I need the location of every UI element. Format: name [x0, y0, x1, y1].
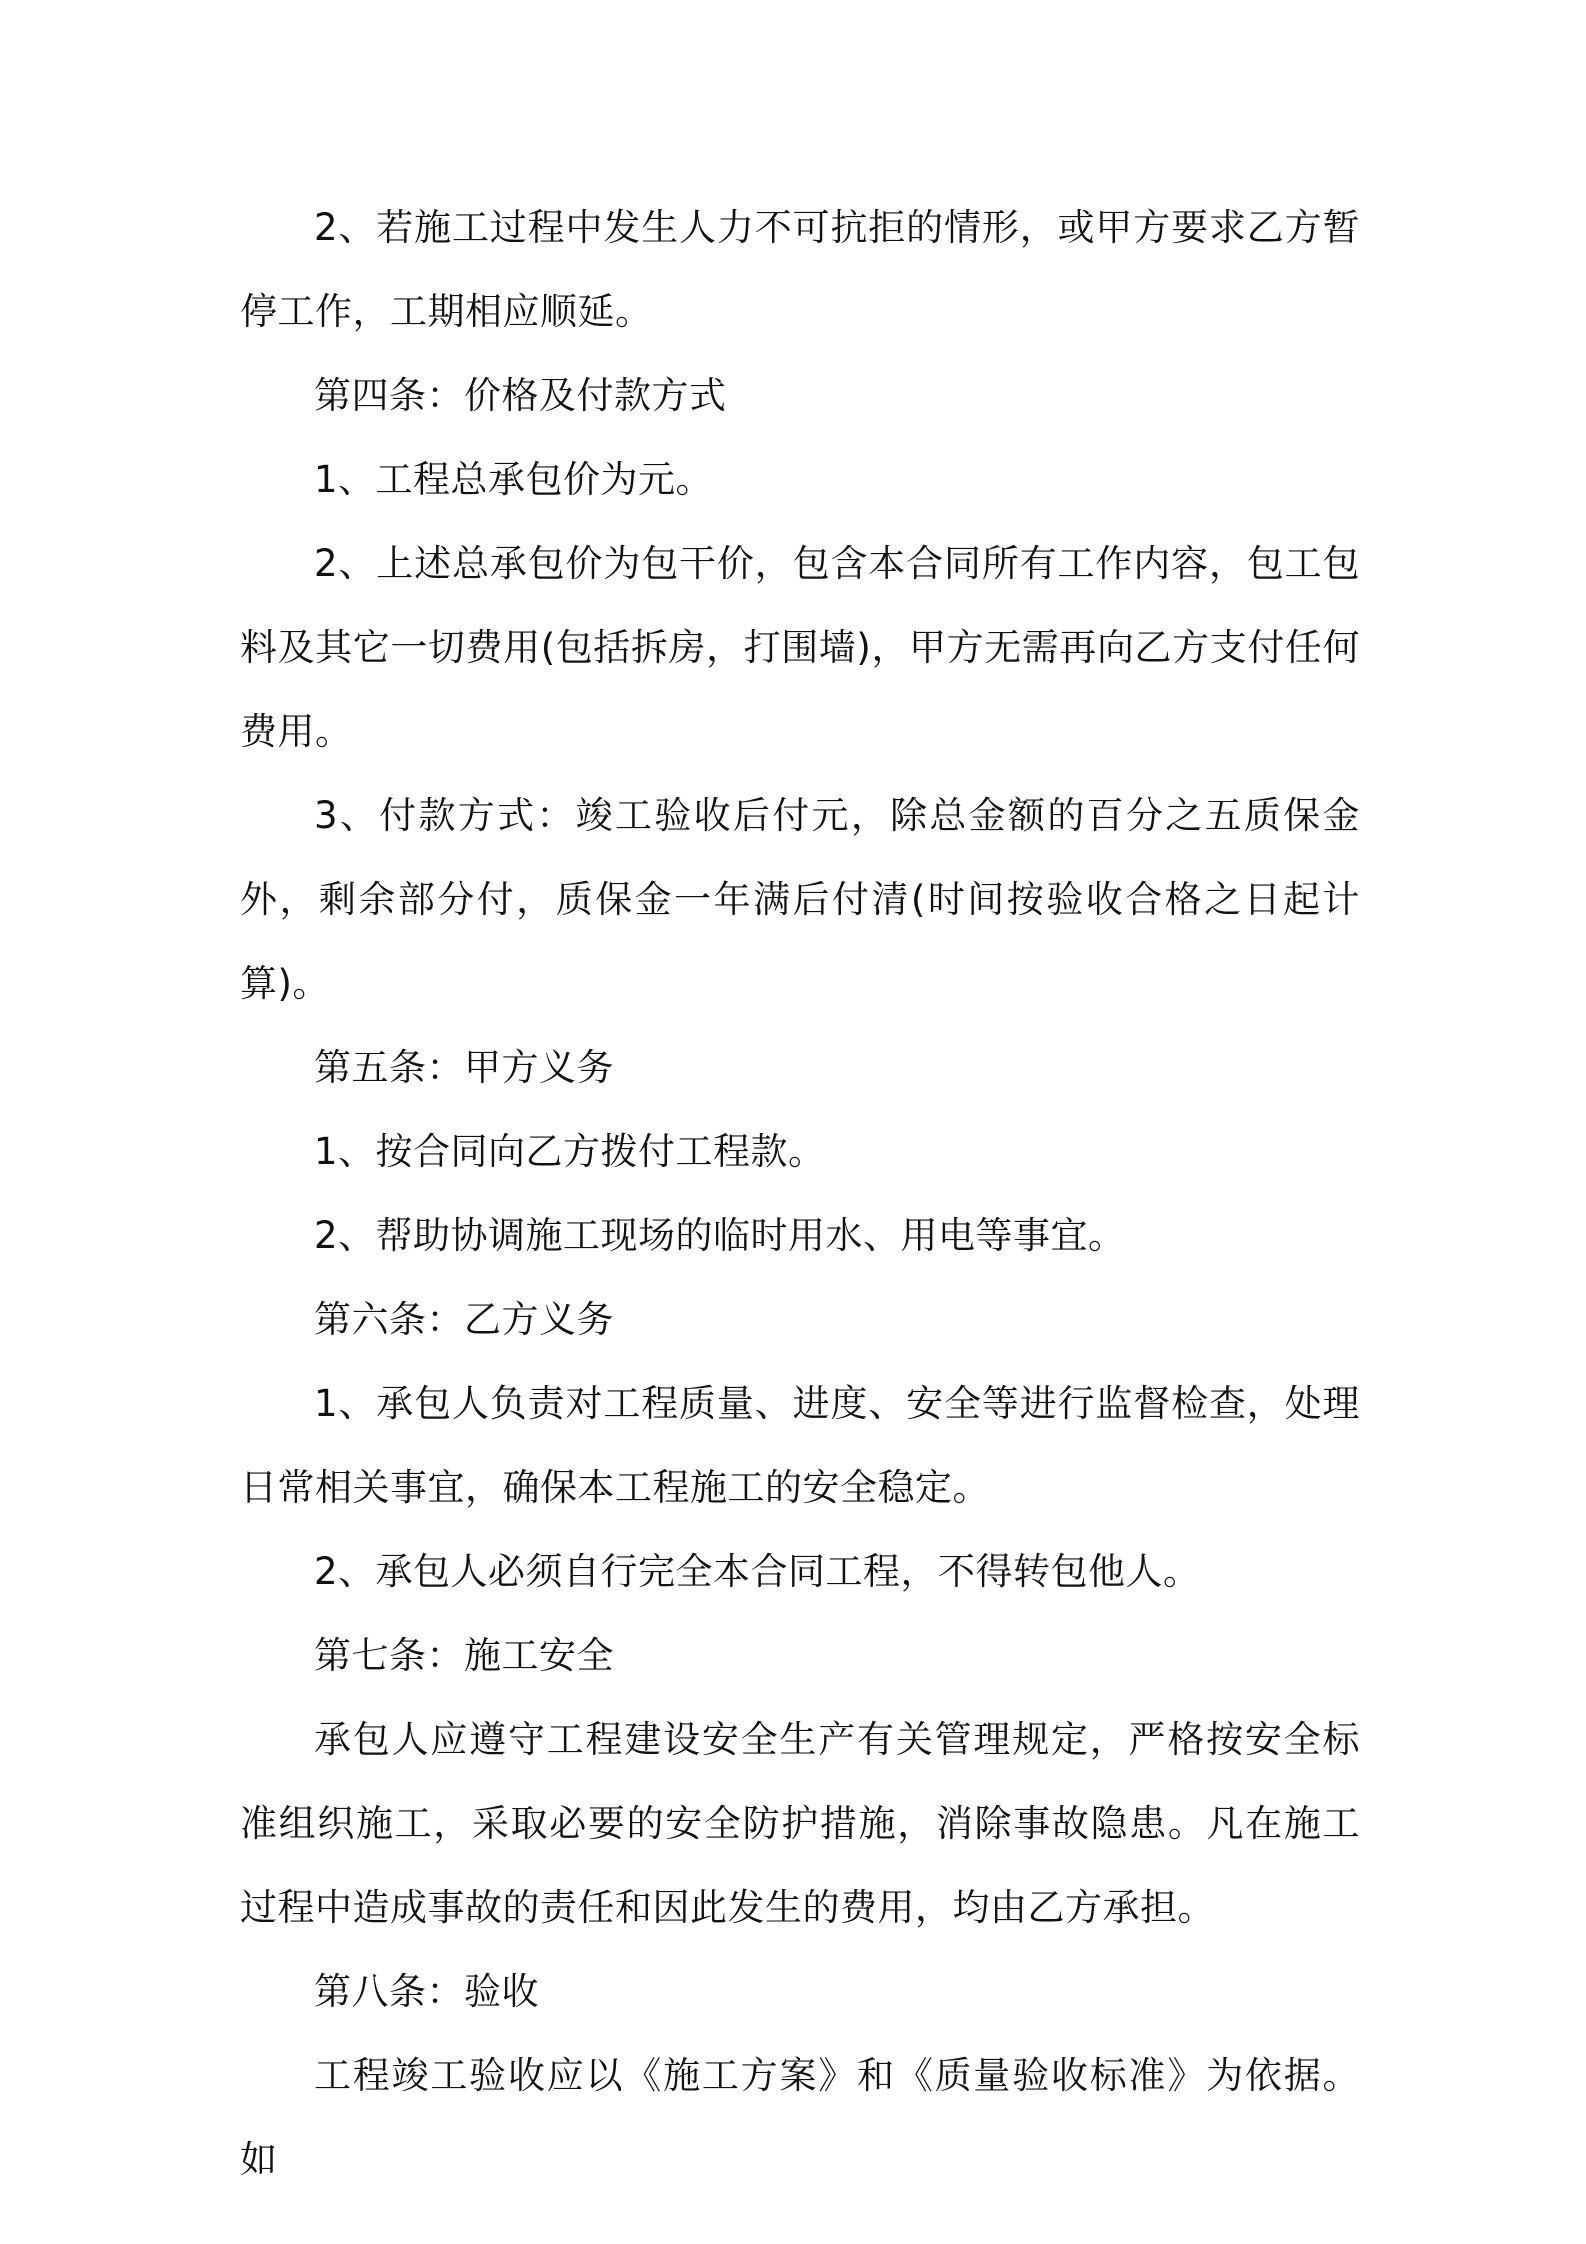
paragraph-clause-4-item-1: 1、工程总承包价为元。	[314, 458, 714, 501]
paragraph-clause-6-item-2: 2、承包人必须自行完全本合同工程，不得转包他人。	[314, 1550, 1201, 1593]
paragraph-clause-5-item-2: 2、帮助协调施工现场的临时用水、用电等事宜。	[314, 1214, 1126, 1257]
paragraph-clause-5-item-1: 1、按合同向乙方拨付工程款。	[314, 1130, 826, 1173]
heading-article-5: 第五条：甲方义务	[314, 1046, 614, 1089]
paragraph-clause-7-body: 承包人应遵守工程建设安全生产有关管理规定，严格按安全标准组织施工，采取必要的安全防护措施，消除事故隐患。凡在施工过程中造成事故的责任和因此发生的费用，均由乙方承担。	[240, 1718, 1360, 1929]
paragraph-clause-6-item-1: 1、承包人负责对工程质量、进度、安全等进行监督检查，处理日常相关事宜，确保本工程施工的安全稳定。	[240, 1382, 1360, 1509]
paragraph-clause-4-item-2: 2、上述总承包价为包干价，包含本合同所有工作内容，包工包料及其它一切费用(包括拆房，打围墙)，甲方无需再向乙方支付任何费用。	[240, 542, 1360, 753]
heading-article-6: 第六条：乙方义务	[314, 1298, 614, 1341]
heading-article-7: 第七条：施工安全	[314, 1634, 614, 1677]
heading-article-4: 第四条：价格及付款方式	[314, 374, 727, 417]
document-body	[240, 186, 1360, 2202]
paragraph-clause-8-body: 工程竣工验收应以《施工方案》和《质量验收标准》为依据。如	[240, 2054, 1360, 2181]
heading-article-8: 第八条：验收	[314, 1970, 539, 2013]
paragraph-clause-4-item-3: 3、付款方式：竣工验收后付元，除总金额的百分之五质保金外，剩余部分付，质保金一年满后付清(时间按验收合格之日起计算)。	[240, 794, 1360, 1005]
paragraph-clause-3-item-2: 2、若施工过程中发生人力不可抗拒的情形，或甲方要求乙方暂停工作，工期相应顺延。	[240, 206, 1360, 333]
